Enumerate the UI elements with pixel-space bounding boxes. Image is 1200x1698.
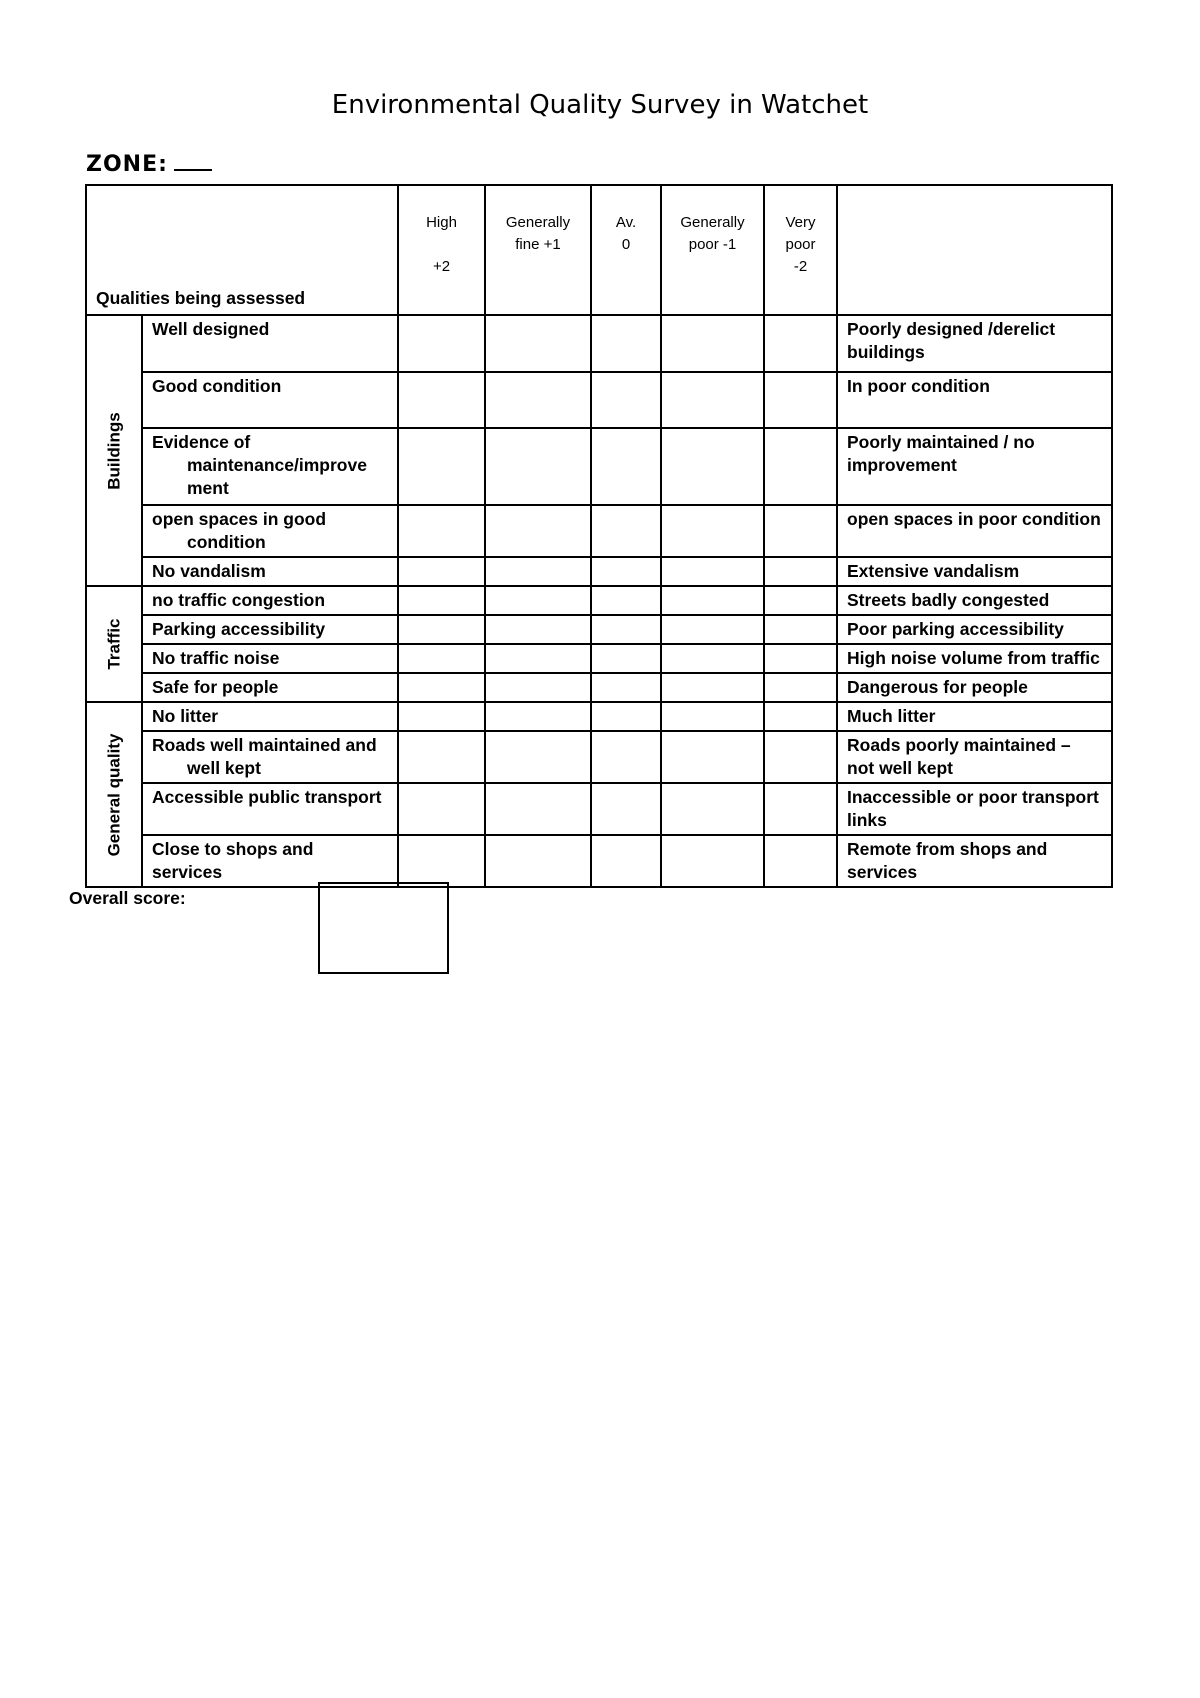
score-cell-very-poor[interactable]	[764, 372, 837, 428]
score-cell-very-poor[interactable]	[764, 835, 837, 887]
score-cell-fine[interactable]	[485, 315, 591, 372]
header-blank	[837, 185, 1112, 315]
score-cell-fine[interactable]	[485, 428, 591, 505]
positive-quality	[142, 315, 398, 372]
header-very-poor-label: Very poor	[785, 214, 816, 253]
header-very-poor	[764, 185, 837, 315]
negative-quality: Poor parking accessibility	[837, 615, 1112, 644]
score-cell-gen-poor[interactable]	[661, 702, 764, 731]
overall-score-box[interactable]	[318, 882, 449, 974]
score-cell-gen-poor[interactable]	[661, 615, 764, 644]
score-cell-high[interactable]	[398, 783, 485, 835]
score-cell-gen-poor[interactable]	[661, 731, 764, 783]
score-cell-high[interactable]	[398, 731, 485, 783]
score-cell-fine[interactable]	[485, 505, 591, 557]
positive-text-cont: well kept	[187, 758, 261, 778]
header-average-score: 0	[621, 236, 631, 253]
score-cell-gen-poor[interactable]	[661, 586, 764, 615]
score-cell-high[interactable]	[398, 702, 485, 731]
score-cell-av[interactable]	[591, 372, 661, 428]
table-row	[86, 372, 1112, 428]
score-cell-gen-poor[interactable]	[661, 428, 764, 505]
table-row	[86, 615, 1112, 644]
positive-quality	[142, 557, 398, 586]
score-cell-fine[interactable]	[485, 835, 591, 887]
negative-quality: Streets badly congested	[837, 586, 1112, 615]
header-generally-poor	[661, 185, 764, 315]
header-high-label: High	[426, 214, 457, 231]
header-generally-fine	[485, 185, 591, 315]
score-cell-av[interactable]	[591, 615, 661, 644]
score-cell-very-poor[interactable]	[764, 783, 837, 835]
negative-quality: Much litter	[837, 702, 1112, 731]
positive-text: Parking accessibility	[152, 619, 326, 639]
score-cell-high[interactable]	[398, 586, 485, 615]
header-qualities-text: Qualities being assessed	[96, 288, 306, 308]
score-cell-fine[interactable]	[485, 783, 591, 835]
header-very-poor-score: -2	[793, 258, 808, 275]
score-cell-fine[interactable]	[485, 644, 591, 673]
score-cell-av[interactable]	[591, 731, 661, 783]
page-title: Environmental Quality Survey in Watchet	[331, 90, 869, 120]
positive-quality	[142, 372, 398, 428]
table-row	[86, 835, 1112, 887]
group-label: Buildings	[104, 411, 124, 490]
score-cell-high[interactable]	[398, 557, 485, 586]
positive-text-cont: maintenance/improve ment	[187, 455, 367, 498]
score-cell-gen-poor[interactable]	[661, 673, 764, 702]
group-buildings	[86, 315, 142, 586]
positive-text: Well designed	[152, 319, 270, 339]
positive-quality	[142, 731, 398, 783]
score-cell-very-poor[interactable]	[764, 644, 837, 673]
zone-label-text: ZONE:	[86, 152, 168, 177]
score-cell-very-poor[interactable]	[764, 731, 837, 783]
header-high-score: +2	[432, 258, 451, 275]
score-cell-fine[interactable]	[485, 557, 591, 586]
score-cell-very-poor[interactable]	[764, 557, 837, 586]
positive-text: Accessible public transport	[152, 787, 382, 807]
score-cell-gen-poor[interactable]	[661, 315, 764, 372]
table-row	[86, 315, 1112, 372]
negative-quality: Roads poorly maintained – not well kept	[837, 731, 1112, 783]
positive-quality	[142, 428, 398, 505]
table-row	[86, 586, 1112, 615]
negative-quality: open spaces in poor condition	[837, 505, 1112, 557]
positive-text: open spaces in good	[152, 509, 327, 529]
score-cell-very-poor[interactable]	[764, 673, 837, 702]
score-cell-av[interactable]	[591, 835, 661, 887]
table-row	[86, 702, 1112, 731]
negative-quality: Poorly maintained / no improvement	[837, 428, 1112, 505]
positive-text: No vandalism	[152, 561, 266, 581]
score-cell-very-poor[interactable]	[764, 615, 837, 644]
positive-quality	[142, 586, 398, 615]
score-cell-high[interactable]	[398, 644, 485, 673]
score-cell-av[interactable]	[591, 673, 661, 702]
table-row	[86, 731, 1112, 783]
zone-blank-field[interactable]	[174, 153, 212, 171]
negative-quality: Dangerous for people	[837, 673, 1112, 702]
score-cell-av[interactable]	[591, 505, 661, 557]
score-cell-fine[interactable]	[485, 702, 591, 731]
score-cell-gen-poor[interactable]	[661, 644, 764, 673]
score-cell-very-poor[interactable]	[764, 428, 837, 505]
score-cell-av[interactable]	[591, 586, 661, 615]
score-cell-av[interactable]	[591, 315, 661, 372]
score-cell-very-poor[interactable]	[764, 315, 837, 372]
group-label: Traffic	[104, 618, 124, 670]
header-average	[591, 185, 661, 315]
positive-quality	[142, 673, 398, 702]
score-cell-high[interactable]	[398, 372, 485, 428]
group-traffic	[86, 586, 142, 702]
negative-quality: Poorly designed /derelict buildings	[837, 315, 1112, 372]
score-cell-av[interactable]	[591, 644, 661, 673]
table-row	[86, 428, 1112, 505]
score-cell-very-poor[interactable]	[764, 702, 837, 731]
positive-text: No traffic noise	[152, 648, 280, 668]
score-cell-fine[interactable]	[485, 673, 591, 702]
score-cell-av[interactable]	[591, 702, 661, 731]
zone-label	[86, 152, 212, 177]
score-cell-gen-poor[interactable]	[661, 557, 764, 586]
table-row	[86, 557, 1112, 586]
positive-quality	[142, 702, 398, 731]
negative-quality: Extensive vandalism	[837, 557, 1112, 586]
score-cell-fine[interactable]	[485, 372, 591, 428]
table-row	[86, 644, 1112, 673]
positive-text: no traffic congestion	[152, 590, 326, 610]
positive-text: No litter	[152, 706, 219, 726]
positive-quality	[142, 644, 398, 673]
score-cell-high[interactable]	[398, 673, 485, 702]
score-cell-fine[interactable]	[485, 615, 591, 644]
header-average-label: Av.	[615, 214, 637, 231]
score-cell-av[interactable]	[591, 783, 661, 835]
score-cell-fine[interactable]	[485, 586, 591, 615]
header-high	[398, 185, 485, 315]
table-row	[86, 505, 1112, 557]
score-cell-high[interactable]	[398, 835, 485, 887]
positive-text: Evidence of	[152, 432, 251, 452]
score-cell-high[interactable]	[398, 505, 485, 557]
table-row	[86, 783, 1112, 835]
header-qualities	[86, 185, 398, 315]
score-cell-high[interactable]	[398, 615, 485, 644]
header-generally-fine-label: Generally fine +1	[505, 214, 571, 253]
positive-text: Good condition	[152, 376, 282, 396]
score-cell-high[interactable]	[398, 428, 485, 505]
table-row	[86, 673, 1112, 702]
score-cell-gen-poor[interactable]	[661, 835, 764, 887]
negative-quality: In poor condition	[837, 372, 1112, 428]
score-cell-gen-poor[interactable]	[661, 505, 764, 557]
score-cell-very-poor[interactable]	[764, 586, 837, 615]
positive-quality	[142, 615, 398, 644]
positive-text: Safe for people	[152, 677, 279, 697]
positive-text: Close to shops and services	[152, 839, 314, 882]
score-cell-av[interactable]	[591, 557, 661, 586]
header-generally-poor-label: Generally poor -1	[680, 214, 745, 253]
header-row	[86, 185, 1112, 315]
positive-text: Roads well maintained and	[152, 735, 377, 755]
score-cell-av[interactable]	[591, 428, 661, 505]
negative-quality: Inaccessible or poor transport links	[837, 783, 1112, 835]
negative-quality: High noise volume from traffic	[837, 644, 1112, 673]
negative-quality: Remote from shops and services	[837, 835, 1112, 887]
score-cell-very-poor[interactable]	[764, 505, 837, 557]
positive-quality	[142, 783, 398, 835]
overall-score-label: Overall score:	[69, 888, 186, 908]
survey-table	[85, 184, 1113, 888]
group-general-quality	[86, 702, 142, 887]
score-cell-high[interactable]	[398, 315, 485, 372]
group-label: General quality	[104, 733, 124, 856]
score-cell-gen-poor[interactable]	[661, 372, 764, 428]
positive-text-cont: condition	[187, 532, 266, 552]
score-cell-gen-poor[interactable]	[661, 783, 764, 835]
positive-quality	[142, 505, 398, 557]
positive-quality	[142, 835, 398, 887]
score-cell-fine[interactable]	[485, 731, 591, 783]
